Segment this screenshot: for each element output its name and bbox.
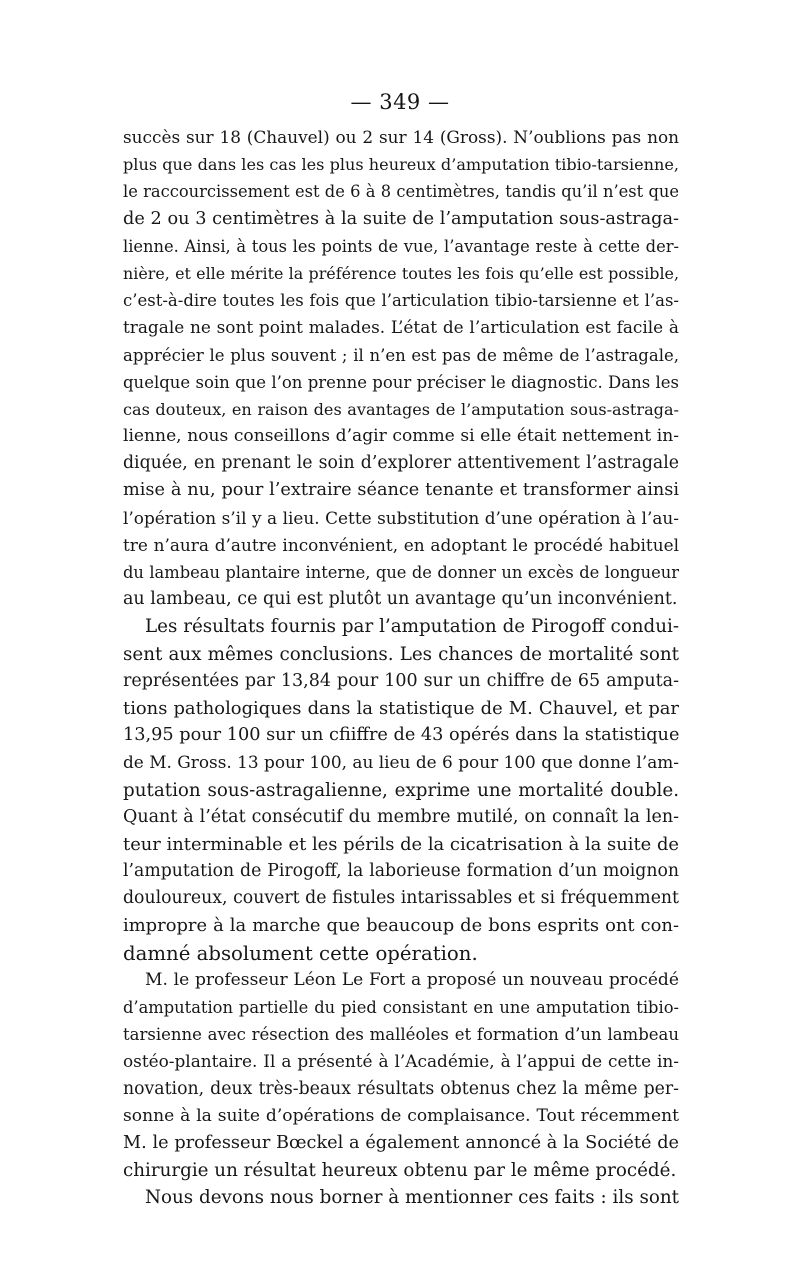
text-line: lienne, nous conseillons d’agir comme si elle était nettement in- <box>123 426 679 447</box>
text-line: tragale ne sont point malades. L’état de l’articulation est facile à <box>123 317 679 338</box>
text-line: tarsienne avec résection des malléoles et formation d’un lambeau <box>123 1025 679 1045</box>
text-line: damné absolument cette opération. <box>123 941 478 965</box>
text-line: quelque soin que l’on prenne pour préciser le diagnostic. Dans les <box>123 372 679 392</box>
text-line: ostéo-plantaire. Il a présenté à l’Académie, à l’appui de cette in- <box>123 1051 679 1072</box>
text-line: novation, deux très-beaux résultats obtenus chez la même per- <box>123 1078 679 1099</box>
text-line: de M. Gross. 13 pour 100, au lieu de 6 pour 100 que donne l’am- <box>123 752 679 773</box>
text-line: Quant à l’état consécutif du membre mutilé, on connaît la len- <box>123 806 679 827</box>
text-line: plus que dans les cas les plus heureux d’amputation tibio-tarsienne, <box>123 155 679 175</box>
text-line: cas douteux, en raison des avantages de l’amputation sous-astraga- <box>123 399 679 419</box>
page-number: — 349 — <box>350 90 450 114</box>
text-line: chirurgie un résultat heureux obtenu par le même procédé. <box>123 1160 677 1182</box>
text-line: nière, et elle mérite la préférence toutes les fois qu’elle est possible, <box>123 263 679 283</box>
text-line: sent aux mêmes conclusions. Les chances de mortalité sont <box>123 643 679 665</box>
text-line: du lambeau plantaire interne, que de donner un excès de longueur <box>123 563 679 582</box>
text-line: M. le professeur Bœckel a également annoncé à la Société de <box>123 1132 679 1153</box>
text-line: lienne. Ainsi, à tous les points de vue, l’avantage reste à cette der- <box>123 236 679 256</box>
text-line: c’est-à-dire toutes les fois que l’articulation tibio-tarsienne et l’as- <box>123 291 679 311</box>
text-line: tions pathologiques dans la statistique de M. Chauvel, et par <box>123 697 679 719</box>
text-line: succès sur 18 (Chauvel) ou 2 sur 14 (Gross). N’oublions pas non <box>123 127 679 147</box>
text-line: l’opération s’il y a lieu. Cette substitution d’une opération à l’au- <box>123 507 679 528</box>
text-line: Nous devons nous borner à mentionner ces faits : ils sont <box>145 1187 679 1209</box>
text-line: au lambeau, ce qui est plutôt un avantage qu’un inconvénient. <box>123 589 678 610</box>
text-line: d’amputation partielle du pied consistant en une amputation tibio- <box>123 998 679 1017</box>
text-line: sonne à la suite d’opérations de complaisance. Tout récemment <box>123 1105 679 1126</box>
text-line: mise à nu, pour l’extraire séance tenante et transformer ainsi <box>123 480 679 501</box>
text-line: Les résultats fournis par l’amputation de Pirogoff condui- <box>145 616 679 638</box>
text-line: le raccourcissement est de 6 à 8 centimètres, tandis qu’il n’est que <box>123 182 679 202</box>
text-line: 13,95 pour 100 sur un cfiiffre de 43 opérés dans la statistique <box>123 725 679 746</box>
text-line: douloureux, couvert de fistules intarissables et si fréquemment <box>123 888 679 909</box>
text-line: diquée, en prenant le soin d’explorer attentivement l’astragale <box>123 453 679 474</box>
text-line: de 2 ou 3 centimètres à la suite de l’amputation sous-astraga- <box>123 208 679 229</box>
text-line: M. le professeur Léon Le Fort a proposé un nouveau procédé <box>145 969 679 990</box>
text-line: impropre à la marche que beaucoup de bons esprits ont con- <box>123 915 679 937</box>
text-line: tre n’aura d’autre inconvénient, en adoptant le procédé habituel <box>123 534 679 555</box>
text-line: représentées par 13,84 pour 100 sur un chiffre de 65 amputa- <box>123 670 679 691</box>
text-line: putation sous-astragalienne, exprime une mortalité double. <box>123 779 679 801</box>
body-text <box>123 124 679 1212</box>
text-line: l’amputation de Pirogoff, la laborieuse formation d’un moignon <box>123 861 679 882</box>
text-line: teur interminable et les périls de la cicatrisation à la suite de <box>123 833 679 855</box>
text-line: apprécier le plus souvent ; il n’en est pas de même de l’astragale, <box>123 345 679 365</box>
